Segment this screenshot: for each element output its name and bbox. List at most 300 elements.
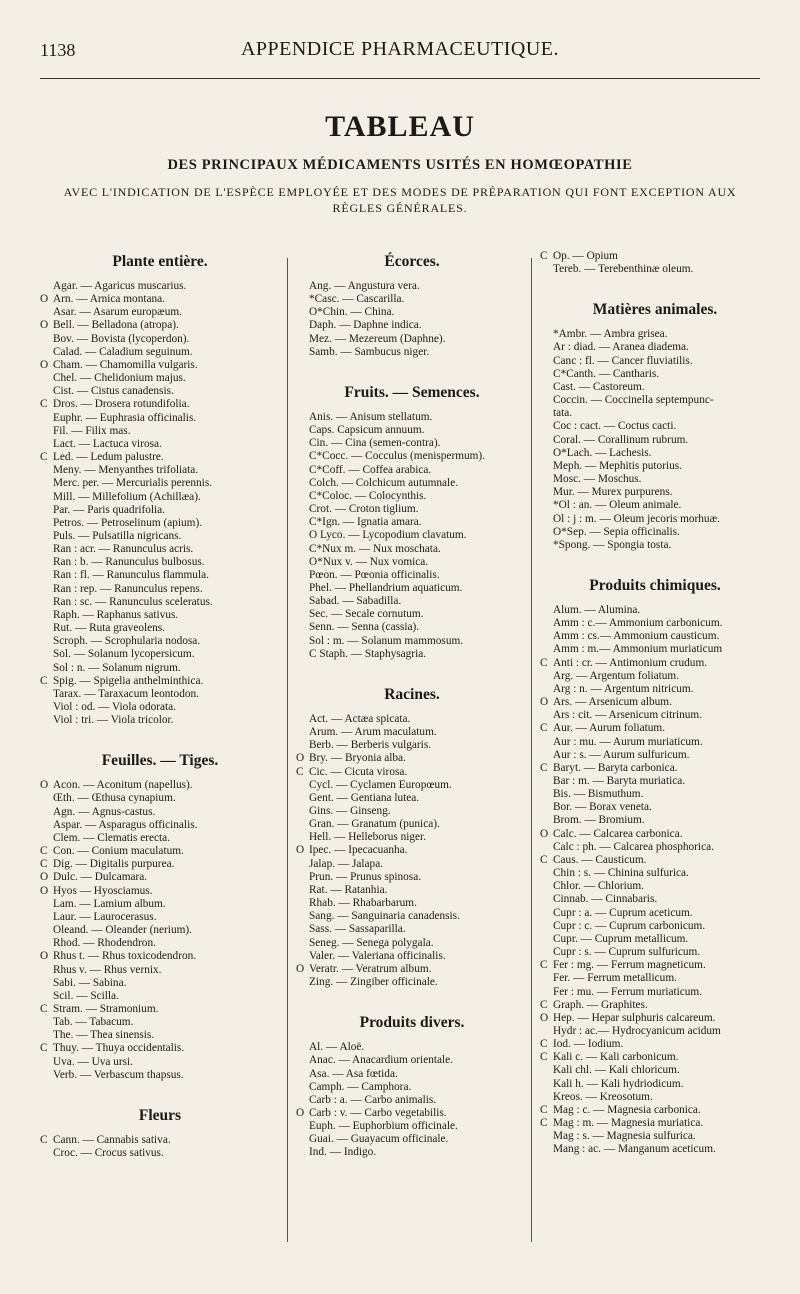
entry-marker [296, 621, 309, 634]
entry-marker [296, 858, 309, 871]
entry-text: Hydr : ac.— Hydrocyanicum acidum [553, 1024, 721, 1037]
medicament-entry [296, 346, 528, 359]
entry-marker [540, 709, 553, 722]
entry-marker [296, 411, 309, 424]
medicament-entry [40, 871, 280, 884]
medicament-entry [296, 818, 528, 831]
medicament-entry [540, 736, 770, 749]
entry-text: C Staph. — Staphysagria. [309, 647, 427, 660]
medicament-entry [40, 898, 280, 911]
entry-marker [40, 898, 53, 911]
medicament-entry [296, 713, 528, 726]
entry-marker [540, 986, 553, 999]
entry-text: Bell. — Belladona (atropa). [53, 319, 179, 332]
medicament-entry [40, 583, 280, 596]
medicament-entry [540, 1064, 770, 1077]
entry-text: Cupr. — Cuprum metallicum. [553, 932, 689, 945]
entry-marker: O [296, 844, 305, 857]
entry-marker: C [540, 656, 548, 669]
entry-marker [296, 450, 309, 463]
medicament-entry [296, 635, 528, 648]
entry-marker [40, 569, 53, 582]
entry-marker [40, 648, 53, 661]
entry-text: Mang : ac. — Manganum aceticum. [553, 1143, 716, 1156]
entry-text: Par. — Paris quadrifolia. [53, 503, 166, 516]
entry-text: Ran : acr. — Ranunculus acris. [53, 543, 194, 556]
medicament-entry [540, 328, 770, 341]
entry-text: Chin : s. — Chinina sulfurica. [553, 867, 689, 880]
medicament-entry [540, 946, 770, 959]
entry-text: Verb. — Verbascum thapsus. [53, 1068, 184, 1081]
entry-marker [40, 1016, 53, 1029]
medicament-entry [296, 726, 528, 739]
entry-marker: C [540, 1117, 548, 1130]
entry-text: *Ambr. — Ambra grisea. [553, 328, 668, 341]
entry-marker [540, 880, 553, 893]
entry-marker: C [296, 765, 304, 778]
entry-marker [540, 946, 553, 959]
entry-text: Carb : v. — Carbo vegetabilis. [309, 1106, 447, 1119]
entry-marker [540, 841, 553, 854]
entry-marker [40, 333, 53, 346]
medicament-entry [296, 923, 528, 936]
medicament-entry [540, 867, 770, 880]
entry-text: Sol : m. — Solanum mammosum. [309, 634, 464, 647]
entry-marker [296, 818, 309, 831]
entry-text: Tarax. — Taraxacum leontodon. [53, 687, 199, 700]
entry-marker [296, 726, 309, 739]
medicament-entry [296, 1081, 528, 1094]
medicament-entry [540, 407, 770, 420]
entry-marker [40, 622, 53, 635]
entry-marker [540, 736, 553, 749]
entry-text: tata. [553, 407, 573, 420]
entry-marker [540, 355, 553, 368]
entry-marker [296, 1081, 309, 1094]
entry-marker: C [40, 1042, 48, 1055]
medicament-entry [40, 543, 280, 556]
entry-text: Euph. — Euphorbium officinale. [309, 1120, 458, 1133]
medicament-entry [296, 1068, 528, 1081]
entry-marker: C [540, 250, 548, 262]
medicament-entry [296, 516, 528, 529]
entry-text: Bor. — Borax veneta. [553, 801, 652, 814]
entry-text: Arg : n. — Argentum nitricum. [553, 682, 694, 695]
medicament-entry [40, 333, 280, 346]
entry-marker [40, 1147, 53, 1160]
entry-text: C*Cocc. — Cocculus (menispermum). [309, 450, 486, 463]
medicament-entry [296, 858, 528, 871]
entry-text: Led. — Ledum palustre. [53, 451, 164, 464]
medicament-entry [296, 437, 528, 450]
medicament-entry [40, 1069, 280, 1082]
medicament-entry [296, 529, 528, 542]
entry-marker [296, 897, 309, 910]
entry-text: Samb. — Sambucus niger. [309, 345, 430, 358]
entry-text: Gent. — Gentiana lutea. [309, 791, 420, 804]
section-heading: Racines. [384, 685, 440, 703]
entry-marker [296, 293, 309, 306]
medicament-entry [540, 854, 770, 867]
entry-text: Con. — Conium maculatum. [53, 845, 184, 858]
entry-text: Rhus v. — Rhus vernix. [53, 963, 162, 976]
entry-text: Kali h. — Kali hydriodicum. [553, 1077, 684, 1090]
medicament-entry [296, 739, 528, 752]
medicament-entry [296, 319, 528, 332]
medicament-entry [540, 460, 770, 473]
entry-marker: C [540, 1038, 548, 1051]
entry-marker [40, 911, 53, 924]
entry-marker [296, 319, 309, 332]
medicament-entry [540, 775, 770, 788]
entry-text: Ar : diad. — Aranea diadema. [553, 341, 689, 354]
entry-text: Crot. — Croton tiglium. [309, 503, 419, 516]
medicament-entry [540, 381, 770, 394]
entry-text: Anis. — Anisum stellatum. [309, 410, 433, 423]
medicament-entry [540, 250, 770, 263]
entry-text: Rhod. — Rhodendron. [53, 937, 156, 950]
medicament-entry [540, 526, 770, 539]
entry-marker [296, 739, 309, 752]
medicament-entry [540, 473, 770, 486]
medicament-entry [540, 513, 770, 526]
entry-marker [40, 806, 53, 819]
medicament-entry [540, 1025, 770, 1038]
medicament-entry [296, 608, 528, 621]
medicament-entry [540, 920, 770, 933]
entry-text: Tab. — Tabacum. [53, 1016, 134, 1029]
entry-text: Caps. Capsicum annuum. [309, 424, 425, 437]
entry-marker: O [40, 319, 49, 332]
entry-marker [296, 923, 309, 936]
entry-text: Guai. — Guayacum officinale. [309, 1133, 449, 1146]
medicament-entry [540, 394, 770, 407]
entry-marker [540, 630, 553, 643]
entry-text: Kreos. — Kreosotum. [553, 1090, 653, 1103]
entry-marker [296, 280, 309, 293]
entry-marker: O [296, 962, 305, 975]
entry-marker: C [540, 998, 548, 1011]
medicament-entry [40, 675, 280, 688]
entry-text: Cist. — Cistus canadensis. [53, 385, 174, 398]
section-gap [540, 276, 770, 298]
entry-marker [40, 517, 53, 530]
entry-marker: C [540, 722, 548, 735]
medicament-entry [40, 806, 280, 819]
medicament-entry [40, 950, 280, 963]
entry-marker: O [296, 752, 305, 765]
entry-text: Valer. — Valeriana officinalis. [309, 949, 446, 962]
entry-marker [540, 893, 553, 906]
column-2 [296, 250, 528, 1160]
entry-marker [540, 643, 553, 656]
medicament-entry [540, 499, 770, 512]
entry-text: *Casc. — Cascarilla. [309, 293, 405, 306]
entry-marker [540, 775, 553, 788]
section-heading: Écorces. [384, 253, 440, 270]
medicament-entry [540, 434, 770, 447]
entry-marker: C [540, 959, 548, 972]
entry-text: Cham. — Chamomilla vulgaris. [53, 358, 198, 371]
entry-text: C*Ign. — Ignatia amara. [309, 516, 422, 529]
medicament-entry [540, 1130, 770, 1143]
entry-text: Sabi. — Sabina. [53, 976, 127, 989]
medicament-entry [40, 464, 280, 477]
medicament-entry [540, 368, 770, 381]
entry-text: Thuy. — Thuya occidentalis. [53, 1042, 185, 1055]
medicament-entry [40, 1134, 280, 1147]
entry-marker [540, 814, 553, 827]
entry-marker [540, 341, 553, 354]
entry-text: Rhus t. — Rhus toxicodendron. [53, 950, 197, 963]
entry-marker: O [40, 950, 49, 963]
entry-marker [296, 884, 309, 897]
medicament-entry [40, 425, 280, 438]
entry-marker [296, 569, 309, 582]
entry-text: O*Chin. — China. [309, 306, 395, 319]
entry-marker [296, 437, 309, 450]
entry-marker [540, 1143, 553, 1156]
medicament-entry [296, 1054, 528, 1067]
entry-text: Mag : m. — Magnesia muriatica. [553, 1117, 704, 1130]
entry-text: Asa. — Asa fœtida. [309, 1067, 398, 1080]
entry-text: *Ol : an. — Oleum animale. [553, 499, 682, 512]
entry-marker [40, 464, 53, 477]
entry-marker [540, 604, 553, 617]
entry-text: Hep. — Hepar sulphuris calcareum. [553, 1011, 716, 1024]
entry-marker [40, 477, 53, 490]
medicament-entry [40, 346, 280, 359]
section-gap [296, 661, 528, 683]
medicament-entry [540, 355, 770, 368]
entry-text: Iod. — Iodium. [553, 1038, 624, 1051]
section-gap [40, 1082, 280, 1104]
entry-marker [540, 486, 553, 499]
entry-marker [296, 464, 309, 477]
medicament-entry [296, 450, 528, 463]
entry-marker [40, 346, 53, 359]
medicament-entry [296, 569, 528, 582]
table-subtitle-note: AVEC L'INDICATION DE L'ESPÈCE EMPLOYÉE ET DES MODES DE PRÉPARATION QUI FONT EXCEPTION AUX RÈGLES GÉNÉRALES. [63, 185, 737, 215]
entry-marker [296, 582, 309, 595]
medicament-entry [40, 977, 280, 990]
medicament-entry [296, 805, 528, 818]
entry-marker [296, 871, 309, 884]
medicament-entry [540, 670, 770, 683]
medicament-entry [40, 451, 280, 464]
entry-marker: O [40, 293, 49, 306]
medicament-entry [40, 1056, 280, 1069]
entry-text: Fer : mg. — Ferrum magneticum. [553, 959, 706, 972]
entry-marker [540, 368, 553, 381]
column-3 [540, 250, 770, 1157]
entry-text: Graph. — Graphites. [553, 998, 648, 1011]
entry-marker [296, 950, 309, 963]
medicament-entry [296, 884, 528, 897]
entry-text: Rat. — Ratanhia. [309, 883, 388, 896]
medicament-entry [40, 1016, 280, 1029]
entry-marker [540, 683, 553, 696]
medicament-entry [40, 517, 280, 530]
section-heading: Matières animales. [592, 301, 718, 319]
entry-text: Cann. — Cannabis sativa. [53, 1133, 171, 1146]
medicament-entry [40, 635, 280, 648]
entry-marker [296, 910, 309, 923]
entry-text: Merc. per. — Mercurialis perennis. [53, 477, 213, 490]
entry-text: Aur : mu. — Aurum muriaticum. [553, 735, 703, 748]
entry-marker: C [40, 858, 48, 871]
entry-text: Viol : od. — Viola odorata. [53, 701, 176, 713]
entry-marker [40, 792, 53, 805]
entry-marker [40, 609, 53, 622]
entry-marker [540, 907, 553, 920]
entry-text: Calc : ph. — Calcarea phosphorica. [553, 840, 714, 853]
medicament-entry [540, 828, 770, 841]
entry-text: Mez. — Mezereum (Daphne). [309, 332, 446, 345]
entry-marker: O [40, 884, 49, 897]
entry-marker [40, 438, 53, 451]
entry-text: Cic. — Cicuta virosa. [309, 765, 408, 778]
entry-marker [40, 425, 53, 438]
entry-text: Calad. — Caladium seguinum. [53, 345, 193, 358]
entry-text: Ran : sc. — Ranunculus sceleratus. [53, 595, 213, 608]
entry-text: Jalap. — Jalapa. [309, 857, 384, 870]
page-number: 1138 [40, 40, 76, 60]
entry-marker [296, 346, 309, 359]
page-header [40, 36, 760, 70]
medicament-entry [540, 1038, 770, 1051]
entry-marker [540, 1025, 553, 1038]
medicament-entry [40, 306, 280, 319]
section-gap [540, 552, 770, 574]
entry-marker [40, 491, 53, 504]
entry-text: Sabad. — Sabadilla. [309, 595, 402, 608]
entry-marker: O [40, 358, 49, 371]
entry-text: C*Coff. — Coffea arabica. [309, 463, 432, 476]
medicament-entry [296, 963, 528, 976]
entry-marker [296, 529, 309, 542]
running-title: APPENDICE PHARMACEUTIQUE. [240, 38, 560, 60]
entry-marker [296, 635, 309, 648]
entry-marker [40, 1029, 53, 1042]
medicament-entry [540, 657, 770, 670]
entry-marker [40, 385, 53, 398]
entry-marker [296, 976, 309, 989]
medicament-entry [40, 491, 280, 504]
entry-marker: O [540, 696, 549, 709]
entry-marker [540, 670, 553, 683]
entry-marker [40, 819, 53, 832]
entry-text: The. — Thea sinensis. [53, 1029, 155, 1042]
medicament-entry [40, 293, 280, 306]
entry-marker [540, 447, 553, 460]
entry-marker [296, 713, 309, 726]
entry-text: Veratr. — Veratrum album. [309, 962, 432, 975]
medicament-entry [40, 964, 280, 977]
medicament-entry [296, 950, 528, 963]
entry-marker [296, 490, 309, 503]
medicament-entry [40, 714, 280, 727]
medicament-entry [540, 1078, 770, 1091]
medicament-entry [40, 990, 280, 1003]
entry-text: Arn. — Arnica montana. [53, 293, 165, 306]
entry-marker [540, 1078, 553, 1091]
entry-text: Fil. — Filix mas. [53, 424, 131, 437]
entry-text: Clem. — Clematis erecta. [53, 831, 171, 844]
entry-text: *Spong. — Spongia tosta. [553, 538, 672, 551]
medicament-entry [540, 1091, 770, 1104]
medicament-entry [40, 319, 280, 332]
entry-marker: O [40, 779, 49, 792]
entry-text: Sol. — Solanum lycopersicum. [53, 648, 195, 661]
entry-text: Agn. — Agnus-castus. [53, 805, 156, 818]
entry-marker [40, 977, 53, 990]
medicament-entry [296, 411, 528, 424]
medicament-entry [540, 959, 770, 972]
entry-marker: C [540, 761, 548, 774]
entry-text: Scroph. — Scrophularia nodosa. [53, 635, 201, 648]
medicament-entry [40, 622, 280, 635]
entry-marker: O [540, 1011, 549, 1024]
medicament-entry [540, 447, 770, 460]
entry-text: Ars. — Arsenicum album. [553, 696, 672, 709]
entry-text: Bar : m. — Baryta muriatica. [553, 775, 686, 787]
entry-text: Cupr : a. — Cuprum aceticum. [553, 906, 693, 919]
entry-marker [540, 263, 553, 276]
entry-text: Ipec. — Ipecacuanha. [309, 844, 408, 857]
medicament-entry [296, 1120, 528, 1133]
entry-text: Dig. — Digitalis purpurea. [53, 858, 175, 871]
entry-marker [296, 503, 309, 516]
entry-text: Kali c. — Kali carbonicum. [553, 1051, 679, 1064]
medicament-entry [540, 749, 770, 762]
medicament-entry [540, 1104, 770, 1117]
entry-text: Viol : tri. — Viola tricolor. [53, 714, 174, 727]
medicament-entry [296, 503, 528, 516]
entry-marker [296, 792, 309, 805]
medicament-entry [40, 398, 280, 411]
entry-marker: C [40, 1133, 48, 1146]
medicament-entry [296, 1094, 528, 1107]
medicament-entry [296, 1146, 528, 1159]
entry-text: Ars : cit. — Arsenicum citrinum. [553, 709, 703, 722]
entry-text: Bov. — Bovista (lycoperdon). [53, 332, 190, 345]
entry-marker [40, 543, 53, 556]
entry-text: Ran : fl. — Ranunculus flammula. [53, 569, 209, 582]
entry-text: O Lyco. — Lycopodium clavatum. [309, 529, 467, 542]
medicament-entry [40, 1042, 280, 1055]
medicament-entry [540, 893, 770, 906]
entry-text: Sass. — Sassaparilla. [309, 923, 406, 936]
entry-marker [540, 933, 553, 946]
section-heading: Produits divers. [359, 1014, 465, 1032]
medicament-entry [40, 701, 280, 714]
medicament-entry [296, 779, 528, 792]
entry-text: O*Lach. — Lachesis. [553, 446, 652, 459]
medicament-entry [540, 420, 770, 433]
entry-text: Cast. — Castoreum. [553, 380, 645, 393]
entry-marker [540, 473, 553, 486]
entry-text: Ang. — Angustura vera. [309, 280, 420, 292]
entry-text: O*Nux v. — Nux vomica. [309, 555, 429, 568]
entry-text: Dros. — Drosera rotundifolia. [53, 398, 190, 411]
entry-text: Mosc. — Moschus. [553, 473, 642, 486]
entry-text: Uva. — Uva ursi. [53, 1055, 134, 1068]
entry-text: C*Canth. — Cantharis. [553, 367, 660, 380]
entry-text: Coral. — Corallinum rubrum. [553, 433, 689, 446]
entry-marker: C [540, 1103, 548, 1116]
medicament-entry [540, 841, 770, 854]
